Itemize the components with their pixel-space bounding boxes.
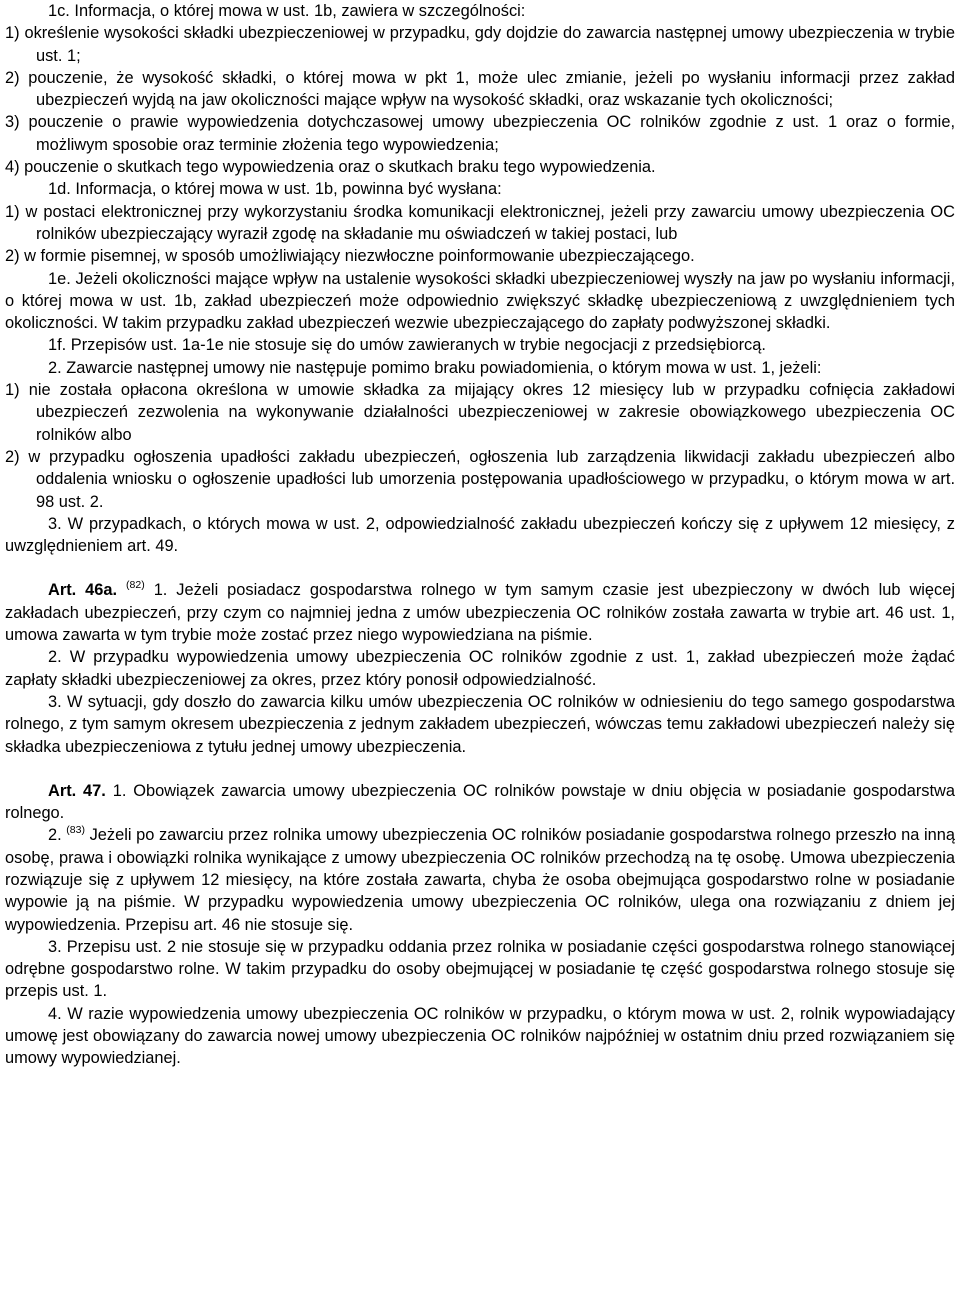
list-item-1c-4: 4) pouczenie o skutkach tego wypowiedzenia oraz o skutkach braku tego wypowiedzenia. (5, 158, 656, 177)
paragraph-1f: 1f. Przepisów ust. 1a-1e nie stosuje się do umów zawieranych w trybie negocjacji z przedsiębiorcą. (48, 336, 766, 355)
footnote-ref: (83) (66, 824, 85, 837)
article-47-para-2 (5, 824, 955, 935)
footnote-ref: (82) (126, 579, 145, 592)
paragraph-1d: 1d. Informacja, o której mowa w ust. 1b, powinna być wysłana: (48, 180, 502, 199)
list-item-2-1: 1) nie została opłacona określona w umowie składka za mijający okres 12 miesięcy lub w przypadku cofnięcia zakładowi ubezpieczeń zezwolenia na wykonywanie działalności ubezpieczeniowej w zakresie obowiązkowego ubezpieczenia OC rolników albo (5, 381, 955, 444)
list-item-1d-2: 2) w formie pisemnej, w sposób umożliwiający niezwłoczne poinformowanie ubezpieczającego. (5, 247, 695, 266)
article-heading: Art. 46a. (48, 581, 118, 600)
article-text: 1. Jeżeli posiadacz gospodarstwa rolnego w tym samym czasie jest ubezpieczony w dwóch lub więcej zakładach ubezpieczeń, przy czym co najmniej jedna z umów ubezpieczenia OC rolników została zawarta w trybie art. 46 ust. 1, umowa zawarta w tym trybie może zostać przez niego wypowiedziana na piśmie. (5, 581, 955, 645)
paragraph-1e: 1e. Jeżeli okoliczności mające wpływ na ustalenie wysokości składki ubezpieczeniowej wyszły na jaw po wysłaniu informacji, o której mowa w ust. 1b, zakład ubezpieczeń może odpowiednio zwiększyć składkę ubezpieczeniową z uwzględnieniem tych okoliczności. W takim przypadku zakład ubezpieczeń wezwie ubezpieczającego do zapłaty podwyższonej składki. (5, 269, 955, 333)
article-heading: Art. 47. (48, 781, 106, 800)
article-47-para-1 (5, 780, 955, 825)
spacer (5, 557, 955, 579)
paragraph-2: 2. Zawarcie następnej umowy nie następuje pomimo braku powiadomienia, o którym mowa w ust. 1, jeżeli: (48, 358, 822, 377)
paragraph-1c: 1c. Informacja, o której mowa w ust. 1b, zawiera w szczególności: (48, 2, 526, 20)
spacer (5, 758, 955, 780)
article-47-para-3: 3. Przepisu ust. 2 nie stosuje się w przypadku oddania przez rolnika w posiadanie części gospodarstwa rolnego stanowiącej odrębne gospodarstwo rolne. W takim przypadku do osoby obejmującej w posiadanie tę część gospodarstwa rolnego stosuje się przepis ust. 1. (5, 937, 955, 1001)
article-text: 1. Obowiązek zawarcia umowy ubezpieczenia OC rolników powstaje w dniu objęcia w posiadanie gospodarstwa rolnego. (5, 781, 955, 823)
list-item-2-2: 2) w przypadku ogłoszenia upadłości zakładu ubezpieczeń, ogłoszenia lub zarządzenia likwidacji zakładu ubezpieczeń albo oddalenia wniosku o ogłoszenie upadłości lub umorzenia postępowania upadłościowego w przypadku, o którym mowa w art. 98 ust. 2. (5, 447, 955, 511)
article-46a-para-2: 2. W przypadku wypowiedzenia umowy ubezpieczenia OC rolników zgodnie z ust. 1, zakład ubezpieczeń może żądać zapłaty składki ubezpieczeniowej za okres, przez który ponosił odpowiedzialność. (5, 648, 955, 689)
list-item-1c-2: 2) pouczenie, że wysokość składki, o której mowa w pkt 1, może ulec zmianie, jeżeli po wysłaniu informacji przez zakład ubezpieczeń wyjdą na jaw okoliczności mające wpływ na wysokość składki, oraz wskazanie tych okoliczności; (5, 68, 955, 110)
paragraph-number: 2. (48, 826, 62, 845)
article-46a-para-3: 3. W sytuacji, gdy doszło do zawarcia kilku umów ubezpieczenia OC rolników w odniesieniu do tego samego gospodarstwa rolnego, z tym samym okresem ubezpieczenia z jednym zakładem ubezpieczeń, wówczas temu zakładowi ubezpieczeń należy się składka ubezpieczeniowa z tytułu jednej umowy ubezpieczenia. (5, 692, 955, 756)
article-text: Jeżeli po zawarciu przez rolnika umowy ubezpieczenia OC rolników posiadanie gospodarstwa rolnego przeszło na inną osobę, prawa i obowiązki rolnika wynikające z umowy ubezpieczenia OC rolników przechodzą na tę osobę. Umowa ubezpieczenia rozwiązuje się z upływem 12 miesięcy, na które została zawarta, chyba że osoba obejmująca gospodarstwo rolne w posiadanie wypowie ją na piśmie. W przypadku wypowiedzenia umowy ubezpieczenia OC rolników, ulega ona rozwiązaniu z dniem jej wypowiedzenia. Przepisu art. 46 nie stosuje się. (5, 826, 956, 934)
list-item-1c-3: 3) pouczenie o prawie wypowiedzenia dotychczasowej umowy ubezpieczenia OC rolników zgodnie z ust. 1 oraz o formie, możliwym sposobie oraz terminie złożenia tego wypowiedzenia; (5, 113, 955, 154)
article-47-para-4: 4. W razie wypowiedzenia umowy ubezpieczenia OC rolników w przypadku, o którym mowa w ust. 2, rolnik wypowiadający umowę jest obowiązany do zawarcia nowej umowy ubezpieczenia OC rolników najpóźniej w ostatnim dniu przed rozwiązaniem się umowy wypowiedzianej. (5, 1004, 955, 1068)
list-item-1d-1: 1) w postaci elektronicznej przy wykorzystaniu środka komunikacji elektronicznej, jeżeli przy zawarciu umowy ubezpieczenia OC rolników ubezpieczający wyraził zgodę na składanie mu oświadczeń w takiej postaci, lub (5, 202, 955, 243)
list-item-1c-1: 1) określenie wysokości składki ubezpieczeniowej w przypadku, gdy dojdzie do zawarcia następnej umowy ubezpieczenia w trybie ust. 1; (5, 24, 955, 65)
article-46a-para-1 (5, 579, 955, 646)
paragraph-3: 3. W przypadkach, o których mowa w ust. 2, odpowiedzialność zakładu ubezpieczeń kończy się z upływem 12 miesięcy, z uwzględnieniem art. 49. (5, 514, 955, 556)
